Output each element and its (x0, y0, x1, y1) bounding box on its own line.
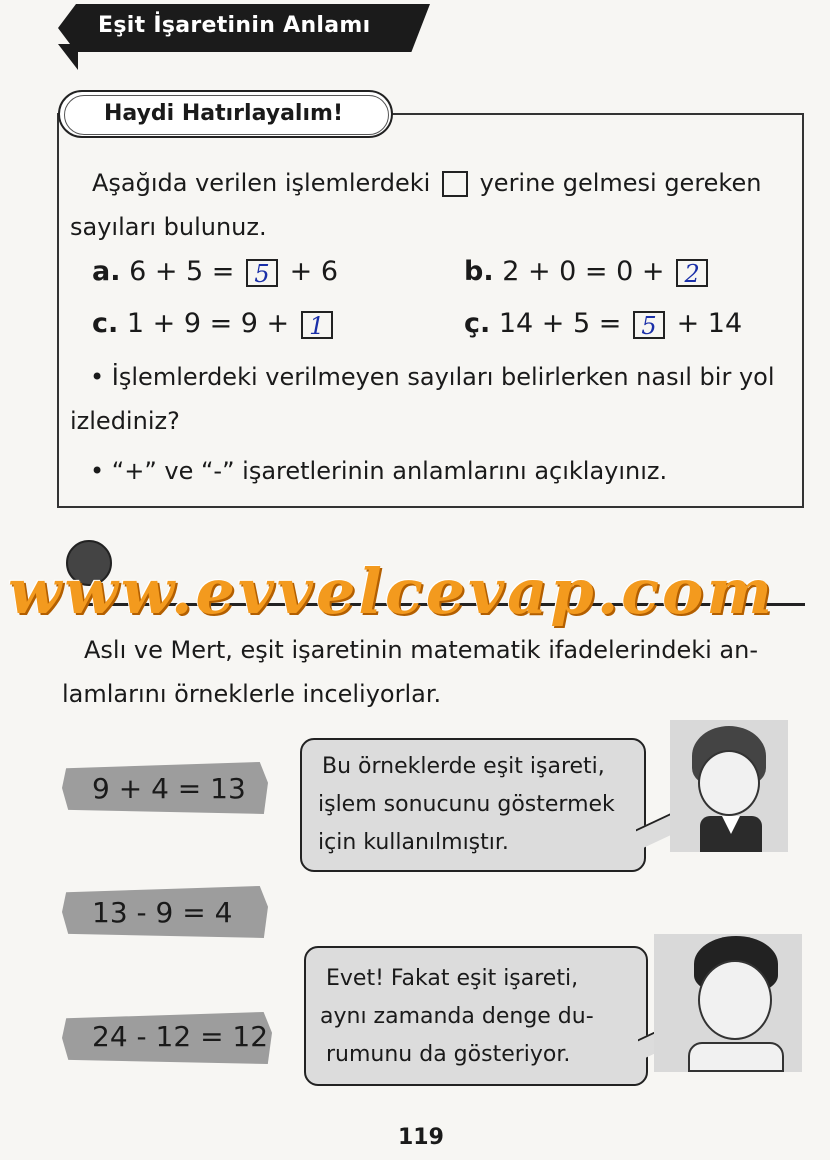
exercise-c (92, 308, 336, 339)
instruction-part-1: Aşağıda verilen işlemlerdeki (92, 169, 431, 197)
answer-box: 2 (676, 259, 708, 287)
speech-bubble-2-text (320, 960, 594, 1074)
boy-face (698, 960, 772, 1040)
exercise-cc (464, 308, 742, 339)
page-number: 119 (398, 1125, 444, 1150)
exercise-left: 1 + 9 = 9 + (126, 308, 290, 339)
header-banner-fold (58, 44, 78, 70)
girl-illustration (670, 720, 788, 852)
equation-2: 13 - 9 = 4 (92, 896, 233, 929)
intro-line-1: Aslı ve Mert, eşit işaretinin matematik ifadelerindeki an- (84, 636, 758, 664)
question-2: “+” ve “-” işaretlerinin anlamlarını açıklayınız. (111, 457, 668, 485)
bubble-line: işlem sonucunu göstermek (318, 792, 615, 817)
question-1-line-2: izlediniz? (70, 407, 180, 435)
bubble-line: Evet! Fakat eşit işareti, (326, 966, 579, 991)
question-bullet-2 (90, 456, 667, 486)
exercise-a (92, 256, 338, 287)
instruction-part-2: yerine gelmesi gereken (479, 169, 762, 197)
speech-bubble-1-text (318, 748, 615, 862)
exercise-letter: a. (92, 256, 121, 287)
exercise-letter: c. (92, 308, 119, 339)
instruction-line-1 (92, 168, 761, 198)
exercise-letter: b. (464, 256, 494, 287)
bubble-line: Bu örneklerde eşit işareti, (322, 754, 605, 779)
exercise-left: 6 + 5 = (129, 256, 235, 287)
equation-3: 24 - 12 = 12 (92, 1020, 269, 1053)
watermark: www.evvelcevap.com (8, 555, 775, 628)
question-1-line-1: İşlemlerdeki verilmeyen sayıları belirlerken nasıl bir yol (111, 363, 775, 391)
boy-shirt (688, 1042, 784, 1072)
answer-box: 1 (301, 311, 333, 339)
recall-title: Haydi Hatırlayalım! (104, 101, 343, 126)
question-bullet-1 (90, 362, 775, 392)
exercise-left: 2 + 0 = 0 + (502, 256, 665, 287)
bubble-line: için kullanılmıştır. (318, 830, 509, 855)
intro-line-2: lamlarını örneklerle inceliyorlar. (62, 680, 442, 708)
exercise-right: + 6 (289, 256, 339, 287)
answer-box: 5 (633, 311, 665, 339)
intro-paragraph (62, 628, 804, 716)
page-title: Eşit İşaretinin Anlamı (98, 13, 371, 38)
exercise-right: + 14 (676, 308, 743, 339)
exercise-left: 14 + 5 = (498, 308, 622, 339)
exercise-b (464, 256, 711, 287)
bubble-line: aynı zamanda denge du- (320, 1004, 594, 1029)
girl-face (698, 750, 760, 816)
answer-box: 5 (246, 259, 278, 287)
boy-illustration (654, 934, 802, 1072)
bullet-icon: • (90, 457, 105, 485)
equation-1: 9 + 4 = 13 (92, 772, 246, 805)
exercise-letter: ç. (464, 308, 491, 339)
bullet-icon: • (90, 363, 105, 391)
blank-box-symbol (442, 171, 468, 197)
instruction-line-2: sayıları bulunuz. (70, 213, 267, 241)
bubble-line: rumunu da gösteriyor. (326, 1042, 571, 1067)
